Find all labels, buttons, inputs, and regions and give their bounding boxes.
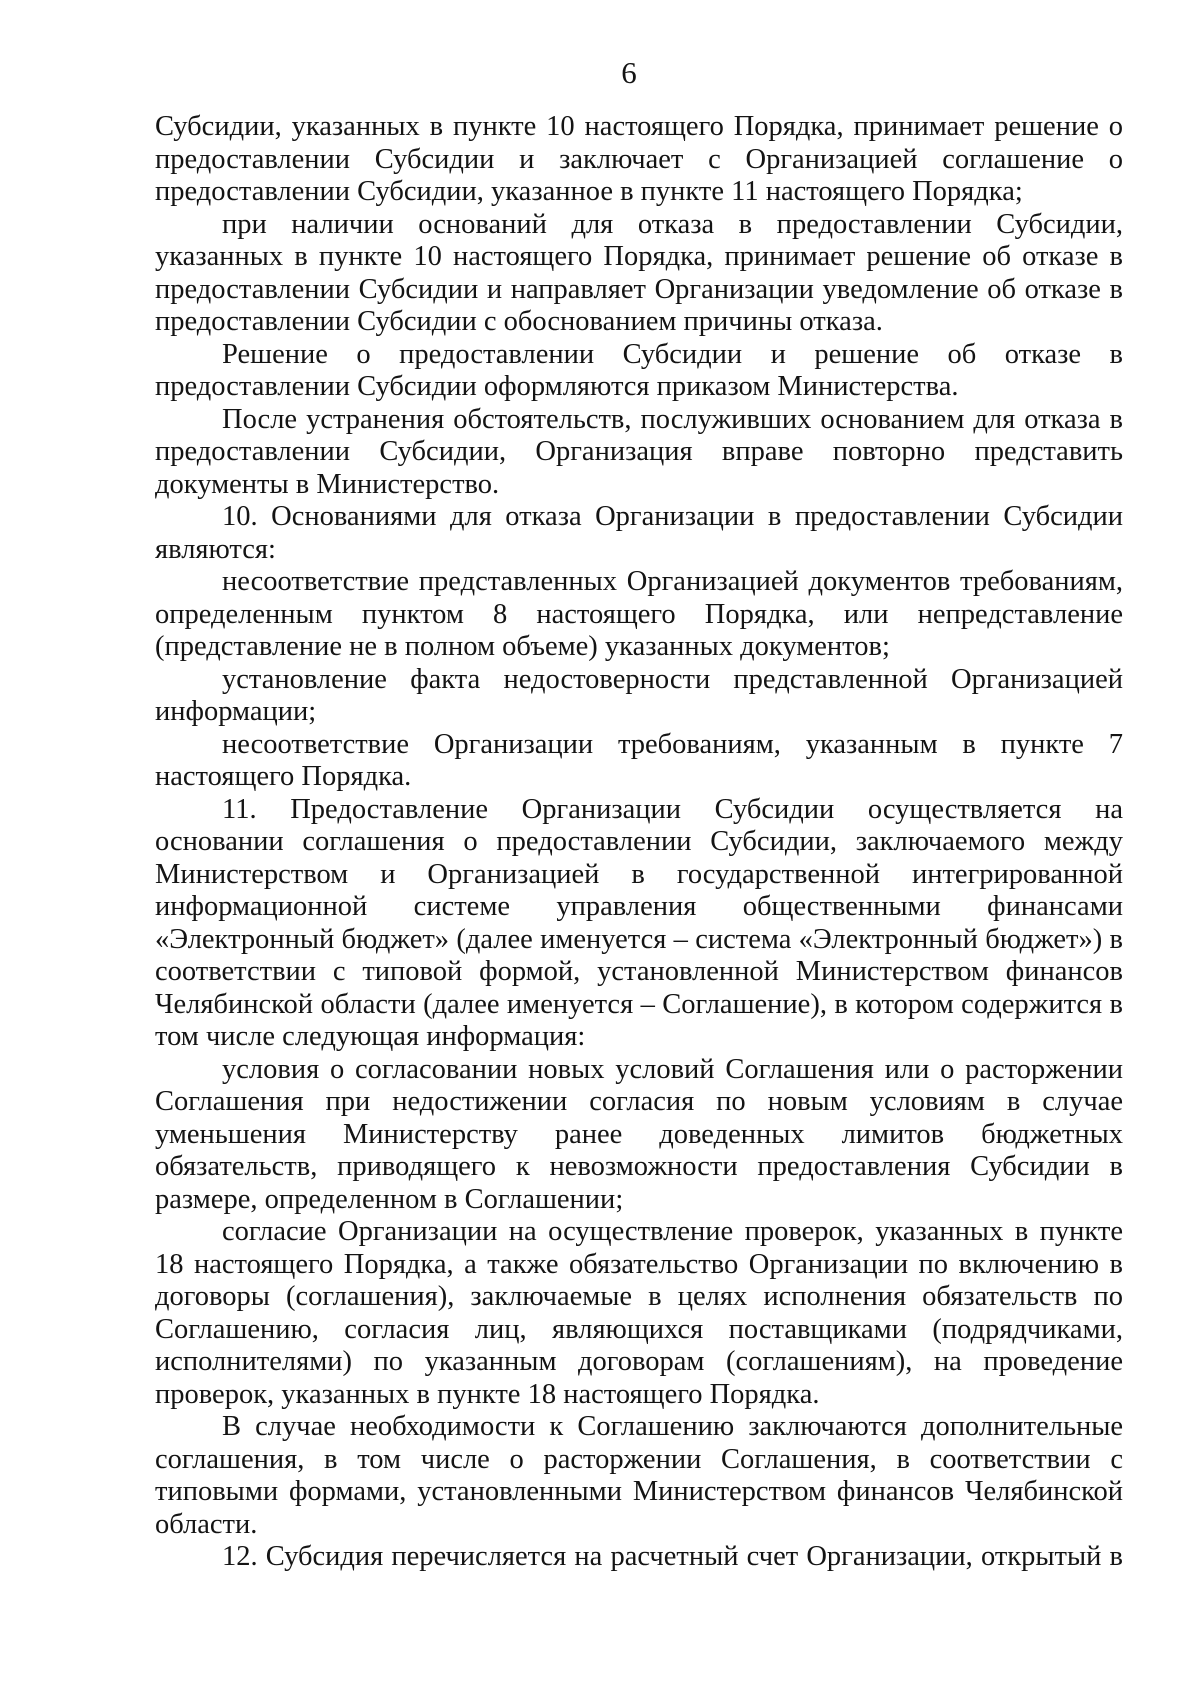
paragraph: при наличии оснований для отказа в предоставлении Субсидии, указанных в пункте 10 настоящего Порядка, принимает решение об отказе в предоставлении Субсидии и направляет Организации уведомление об отказе в предоставлении Субсидии с обоснованием причины отказа.: [155, 208, 1123, 337]
paragraph: 12. Субсидия перечисляется на расчетный счет Организации, открытый в: [222, 1541, 1123, 1572]
paragraph: Субсидии, указанных в пункте 10 настоящего Порядка, принимает решение о предоставлении Субсидии и заключает с Организацией соглашение о предоставлении Субсидии, указанное в пункте 11 настоящего Порядка;: [155, 111, 1123, 207]
paragraph: Решение о предоставлении Субсидии и решение об отказе в предоставлении Субсидии оформляются приказом Министерства.: [155, 338, 1123, 402]
paragraph: согласие Организации на осуществление проверок, указанных в пункте 18 настоящего Порядка, а также обязательство Организации по включению в договоры (соглашения), заключаемые в целях исполнения обязательств по Соглашению, согласия лиц, являющихся поставщиками (подрядчиками, исполнителями) по указанным договорам (соглашениям), на проведение проверок, указанных в пункте 18 настоящего Порядка.: [155, 1216, 1123, 1410]
document-body: [155, 111, 1123, 1574]
paragraph: несоответствие представленных Организацией документов требованиям, определенным пунктом 8 настоящего Порядка, или непредставление (представление не в полном объеме) указанных документов;: [155, 566, 1123, 662]
paragraph: условия о согласовании новых условий Соглашения или о расторжении Соглашения при недостижении согласия по новым условиям в случае уменьшения Министерству ранее доведенных лимитов бюджетных обязательств, приводящего к невозможности предоставления Субсидии в размере, определенном в Соглашении;: [155, 1053, 1123, 1215]
page-number: 6: [621, 55, 637, 90]
paragraph: установление факта недостоверности представленной Организацией информации;: [155, 663, 1123, 727]
paragraph: несоответствие Организации требованиям, указанным в пункте 7 настоящего Порядка.: [155, 728, 1123, 792]
paragraph: В случае необходимости к Соглашению заключаются дополнительные соглашения, в том числе о расторжении Соглашения, в соответствии с типовыми формами, установленными Министерством финансов Челябинской области.: [155, 1411, 1123, 1540]
paragraph: 10. Основаниями для отказа Организации в предоставлении Субсидии являются:: [155, 501, 1123, 565]
paragraph: 11. Предоставление Организации Субсидии осуществляется на основании соглашения о предоставлении Субсидии, заключаемого между Министерством и Организацией в государственной интегрированной информационной системе управления общественными финансами «Электронный бюджет» (далее именуется – система «Электронный бюджет») в соответствии с типовой формой, установленной Министерством финансов Челябинской области (далее именуется – Соглашение), в котором содержится в том числе следующая информация:: [155, 793, 1123, 1052]
paragraph: После устранения обстоятельств, послуживших основанием для отказа в предоставлении Субсидии, Организация вправе повторно представить документы в Министерство.: [155, 403, 1123, 500]
